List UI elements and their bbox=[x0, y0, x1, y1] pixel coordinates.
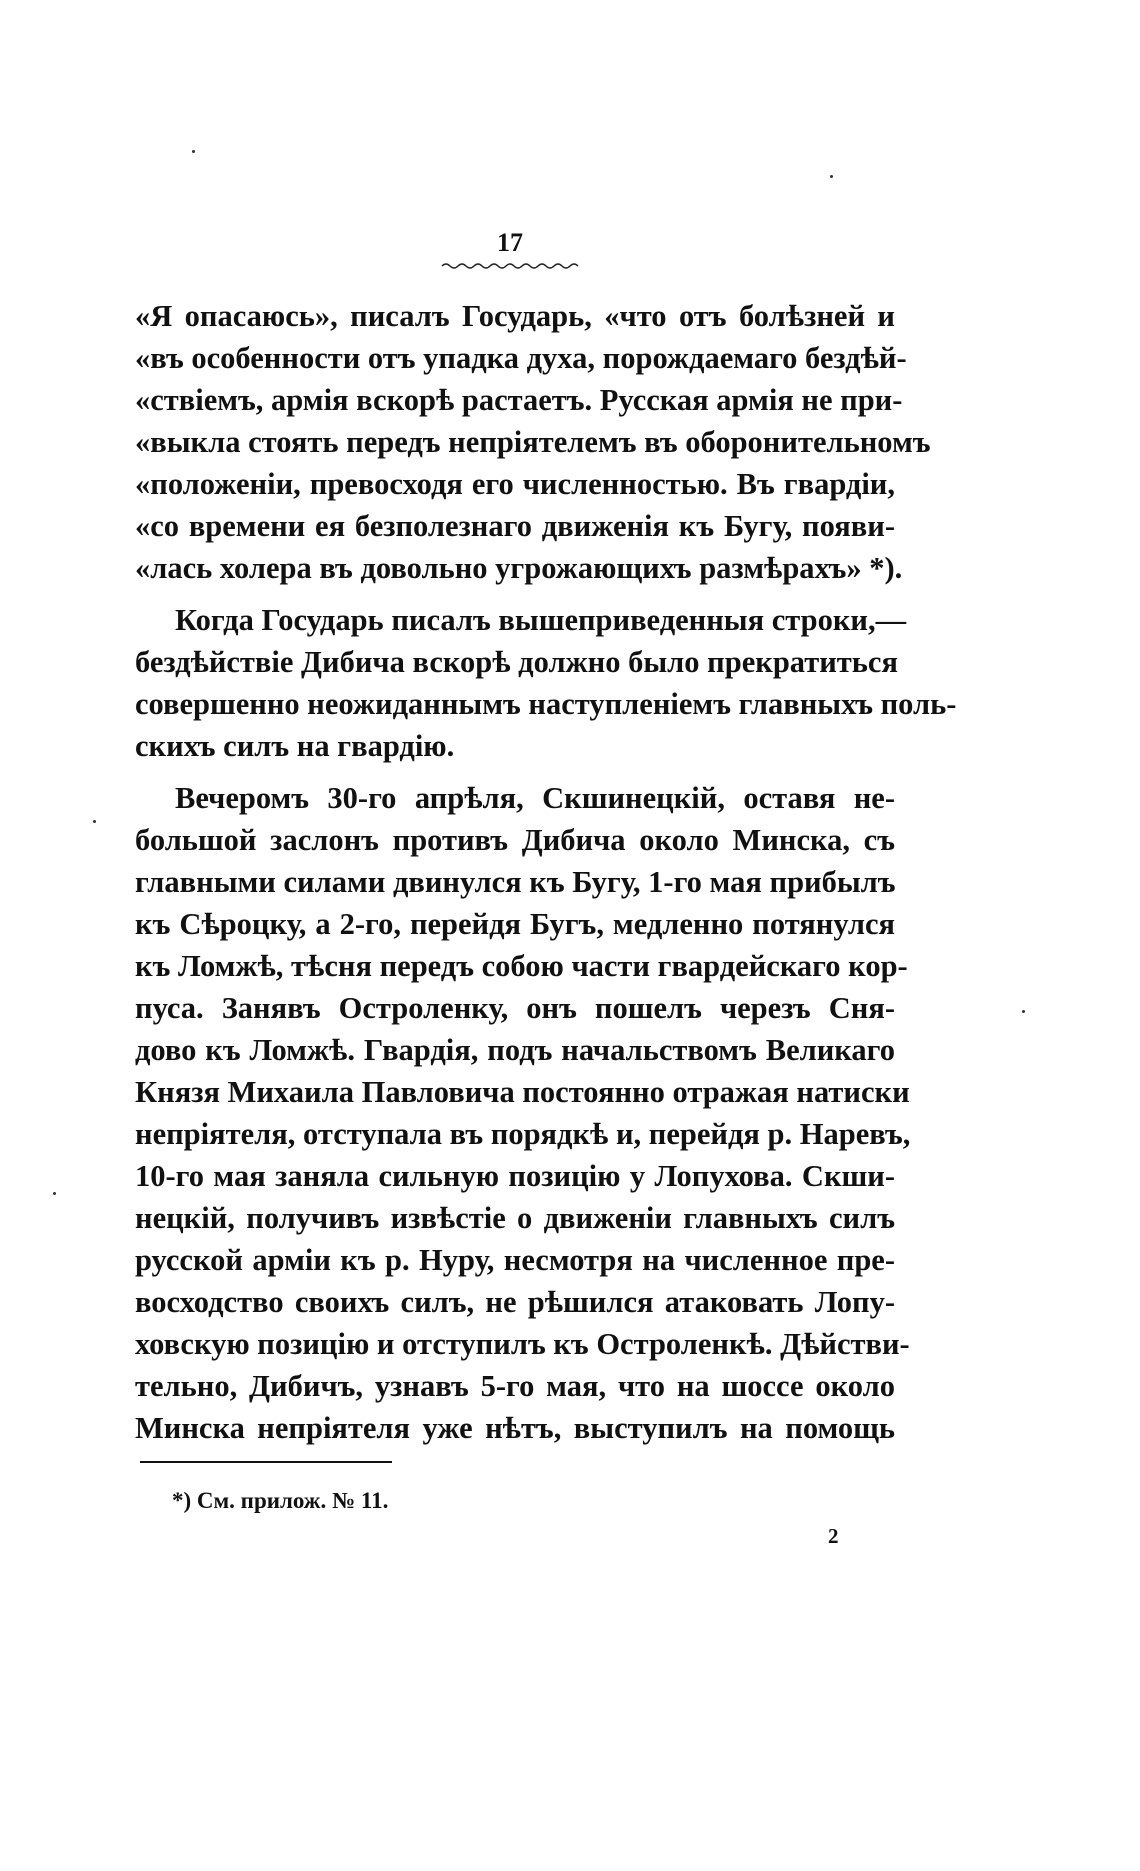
scan-speck bbox=[53, 1192, 56, 1195]
text-line: «Я опасаюсь», писалъ Государь, «что отъ болѣзней и bbox=[135, 299, 895, 333]
text-line: Минска непріятеля уже нѣтъ, выступилъ на помощь bbox=[135, 1411, 895, 1445]
text-line: Вечеромъ 30-го апрѣля, Скшинецкій, оставя не- bbox=[175, 781, 895, 815]
text-line: 10-го мая заняла сильную позицію у Лопухова. Скши- bbox=[135, 1159, 895, 1193]
text-line: главными силами двинулся къ Бугу, 1-го мая прибылъ bbox=[135, 865, 896, 899]
scan-speck bbox=[93, 820, 96, 823]
text-line: «выкла стоять передъ непріятелемъ въ оборонительномъ bbox=[135, 425, 931, 459]
text-line: восходство своихъ силъ, не рѣшился атаковать Лопу- bbox=[135, 1285, 895, 1319]
text-line: «со времени ея безполезнаго движенія къ Бугу, появи- bbox=[135, 509, 895, 543]
text-line: Князя Михаила Павловича постоянно отражая натиски bbox=[135, 1075, 910, 1109]
paragraph-1 bbox=[135, 295, 931, 589]
text-line: нецкій, получивъ извѣстіе о движеніи главныхъ силъ bbox=[135, 1201, 895, 1235]
text-line: тельно, Дибичъ, узнавъ 5-го мая, что на шоссе около bbox=[135, 1369, 895, 1403]
paragraph-2 bbox=[135, 599, 907, 641]
page-number-ornament bbox=[440, 262, 580, 270]
text-line: пуса. Занявъ Остроленку, онъ пошелъ черезъ Сня- bbox=[135, 991, 895, 1025]
text-line: русской арміи къ р. Нуру, несмотря на численное пре- bbox=[135, 1243, 895, 1277]
scan-speck bbox=[830, 175, 833, 178]
text-line: «ствіемъ, армія вскорѣ растаетъ. Русская армія не при- bbox=[135, 383, 903, 417]
text-line: скихъ силъ на гвардію. bbox=[135, 729, 455, 763]
page-number: 17 bbox=[497, 228, 523, 257]
text-line: «лась холера въ довольно угрожающихъ размѣрахъ» *). bbox=[135, 551, 903, 585]
scan-speck bbox=[1022, 1010, 1025, 1013]
text-line: Когда Государь писалъ вышеприведенныя строки,— bbox=[175, 603, 907, 637]
paragraph-2-cont bbox=[135, 641, 957, 767]
paragraph-3 bbox=[135, 777, 895, 819]
text-line: бездѣйствіе Дибича вскорѣ должно было прекратиться bbox=[135, 645, 898, 679]
footnote: *) См. прилож. № 11. bbox=[172, 1488, 389, 1513]
text-line: непріятеля, отступала въ порядкѣ и, перейдя р. Наревъ, bbox=[135, 1117, 911, 1151]
text-line: «въ особенности отъ упадка духа, порождаемаго бездѣй- bbox=[135, 341, 907, 375]
scan-speck bbox=[192, 150, 195, 153]
text-line: ховскую позицію и отступилъ къ Остроленкѣ. Дѣйстви- bbox=[135, 1327, 910, 1361]
paragraph-3-cont bbox=[135, 819, 911, 1449]
footnote-divider bbox=[140, 1461, 392, 1463]
paragraph-gap bbox=[135, 767, 895, 777]
text-line: «положеніи, превосходя его численностью. Въ гвардіи, bbox=[135, 467, 895, 501]
text-line: совершенно неожиданнымъ наступленіемъ главныхъ поль- bbox=[135, 687, 957, 721]
text-line: къ Ломжѣ, тѣсня передъ собою части гвардейскаго кор- bbox=[135, 949, 908, 983]
paragraph-gap bbox=[135, 589, 895, 599]
main-text bbox=[135, 295, 957, 1449]
text-line: большой заслонъ противъ Дибича около Минска, съ bbox=[135, 823, 895, 857]
printer-signature-mark: 2 bbox=[828, 1524, 839, 1548]
text-line: дово къ Ломжѣ. Гвардія, подъ начальствомъ Великаго bbox=[135, 1033, 895, 1067]
text-line: къ Сѣроцку, а 2-го, перейдя Бугъ, медленно потянулся bbox=[135, 907, 895, 941]
